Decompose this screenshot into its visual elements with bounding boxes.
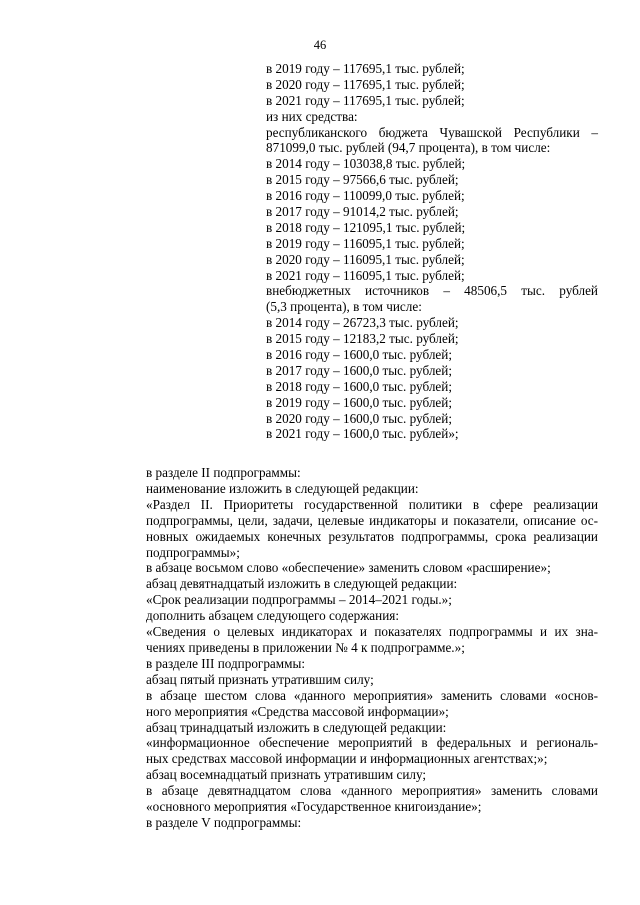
paragraph xyxy=(104,735,598,767)
funding-line: (5,3 процента), в том числе: xyxy=(266,299,422,315)
funding-line: в 2021 году – 1600,0 тыс. рублей»; xyxy=(266,426,459,442)
funding-line: в 2017 году – 1600,0 тыс. рублей; xyxy=(266,362,452,378)
funding-line: в 2014 году – 103038,8 тыс. рублей; xyxy=(266,156,466,172)
paragraph: абзац тринадцатый изложить в следующей редакции: xyxy=(146,719,447,735)
funding-line: из них средства: xyxy=(266,108,358,124)
paragraph-line: «Сведения о целевых индикаторах и показателях подпрограммы и их зна- xyxy=(146,624,598,640)
page-number: 46 xyxy=(313,38,327,52)
paragraph xyxy=(104,783,598,815)
funding-line: в 2014 году – 26723,3 тыс. рублей; xyxy=(266,315,459,331)
paragraph: в разделе III подпрограммы: xyxy=(146,655,306,671)
paragraph-line: ного мероприятия «Средства массовой информации»; xyxy=(146,703,449,719)
funding-line: 871099,0 тыс. рублей (94,7 процента), в том числе: xyxy=(266,140,551,156)
paragraph-line: «основного мероприятия «Государственное книгоиздание»; xyxy=(146,799,482,815)
funding-line: в 2015 году – 97566,6 тыс. рублей; xyxy=(266,172,459,188)
paragraph xyxy=(104,624,598,656)
paragraph: абзац восемнадцатый признать утратившим силу; xyxy=(146,767,427,783)
paragraph xyxy=(104,497,598,561)
paragraph: в абзаце восьмом слово «обеспечение» заменить словом «расширение»; xyxy=(146,560,551,576)
funding-line: в 2021 году – 116095,1 тыс. рублей; xyxy=(266,267,465,283)
funding-line: внебюджетных источников – 48506,5 тыс. рублей xyxy=(266,283,598,299)
funding-line: в 2019 году – 1600,0 тыс. рублей; xyxy=(266,394,452,410)
paragraph-line: в абзаце шестом слова «данного мероприятия» заменить словами «основ- xyxy=(146,687,598,703)
funding-line: в 2019 году – 117695,1 тыс. рублей; xyxy=(266,61,465,76)
funding-line: в 2020 году – 1600,0 тыс. рублей; xyxy=(266,410,452,426)
paragraph: абзац девятнадцатый изложить в следующей редакции: xyxy=(146,576,458,592)
funding-line: в 2020 году – 116095,1 тыс. рублей; xyxy=(266,251,465,267)
paragraph-line: «информационное обеспечение мероприятий в федеральных и региональ- xyxy=(146,735,598,751)
paragraph: в разделе II подпрограммы: xyxy=(146,465,301,480)
funding-breakdown xyxy=(266,61,598,442)
paragraph xyxy=(104,688,598,720)
paragraph: «Срок реализации подпрограммы – 2014–2021 годы.»; xyxy=(146,592,452,608)
paragraph-line: новных ожидаемых конечных результатов подпрограммы, срока реализации xyxy=(146,528,598,544)
funding-line: в 2018 году – 121095,1 тыс. рублей; xyxy=(266,219,466,235)
paragraph: абзац пятый признать утратившим силу; xyxy=(146,671,374,687)
funding-line: в 2020 году – 117695,1 тыс. рублей; xyxy=(266,76,465,92)
amendment-text xyxy=(104,465,598,831)
paragraph: дополнить абзацем следующего содержания: xyxy=(146,608,400,624)
funding-line: в 2019 году – 116095,1 тыс. рублей; xyxy=(266,235,465,251)
funding-line: в 2021 году – 117695,1 тыс. рублей; xyxy=(266,92,465,108)
paragraph: в разделе V подпрограммы: xyxy=(146,814,302,830)
funding-line: в 2016 году – 110099,0 тыс. рублей; xyxy=(266,188,465,204)
funding-line: в 2015 году – 12183,2 тыс. рублей; xyxy=(266,331,459,347)
funding-line: в 2017 году – 91014,2 тыс. рублей; xyxy=(266,204,459,220)
funding-line: в 2016 году – 1600,0 тыс. рублей; xyxy=(266,347,452,363)
paragraph: наименование изложить в следующей редакции: xyxy=(146,480,419,496)
paragraph-line: подпрограммы»; xyxy=(146,544,240,560)
paragraph-line: «Раздел II. Приоритеты государственной политики в сфере реализации xyxy=(146,496,598,512)
paragraph-line: ных средствах массовой информации и информационных агентствах;»; xyxy=(146,751,548,767)
funding-line: в 2018 году – 1600,0 тыс. рублей; xyxy=(266,378,452,394)
paragraph-line: подпрограммы, цели, задачи, целевые индикаторы и показатели, описание ос- xyxy=(146,512,598,528)
funding-line: республиканского бюджета Чувашской Республики – xyxy=(266,124,598,140)
paragraph-line: чениях приведены в приложении № 4 к подпрограмме.»; xyxy=(146,639,465,655)
paragraph-line: в абзаце девятнадцатом слова «данного мероприятия» заменить словами xyxy=(146,783,598,799)
